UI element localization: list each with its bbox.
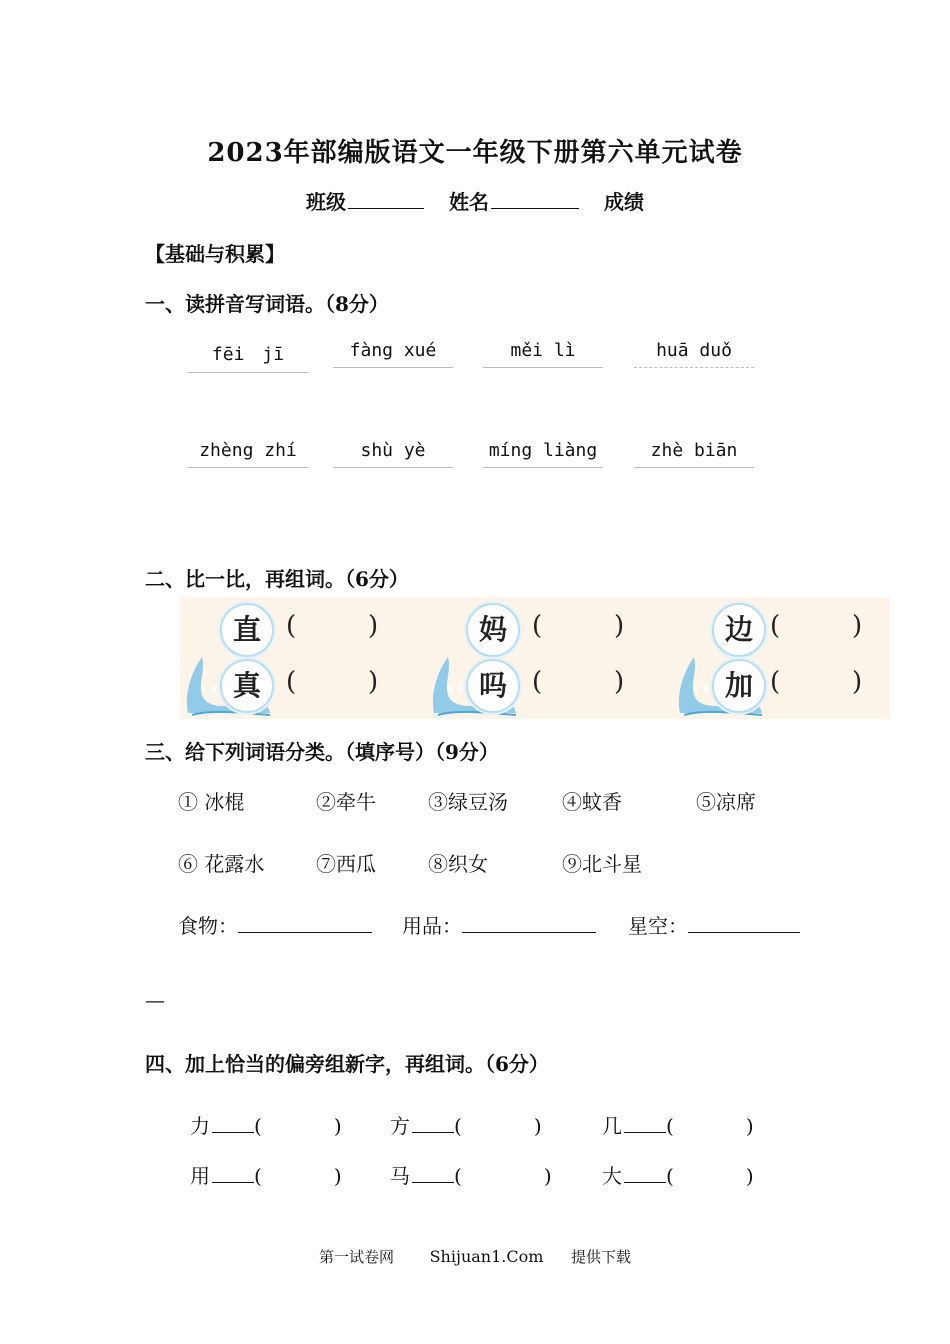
radical-blank[interactable]	[412, 1181, 454, 1183]
page-footer	[0, 1246, 950, 1267]
close-paren: )	[533, 1114, 542, 1138]
radical-char: 大	[602, 1164, 622, 1188]
radical-char: 用	[190, 1164, 210, 1188]
open-paren: (	[454, 1164, 462, 1188]
category-stars	[628, 910, 800, 939]
q3-title: 三、给下列词语分类。（填序号）（9分）	[145, 740, 499, 764]
char-circle: 直	[220, 603, 274, 657]
answer-blank[interactable]	[688, 931, 800, 933]
pinyin-cell: shù yè	[333, 440, 453, 468]
word-item: ⑧织女	[428, 852, 488, 876]
pinyin-cell: fēi jī	[188, 340, 308, 373]
answer-blank[interactable]	[238, 931, 372, 933]
open-paren: (	[666, 1114, 674, 1138]
radical-item	[190, 1160, 342, 1189]
student-info	[0, 186, 950, 215]
char-circle: 加	[712, 659, 766, 713]
section-heading: 【基础与积累】	[145, 242, 285, 266]
open-paren: (	[254, 1164, 262, 1188]
radical-blank[interactable]	[212, 1181, 254, 1183]
footer-site-url[interactable]: Shijuan1.Com	[429, 1247, 544, 1266]
close-paren: )	[745, 1164, 754, 1188]
radical-char: 方	[390, 1114, 410, 1138]
pinyin-cell: zhèng zhí	[188, 440, 308, 468]
open-paren: (	[770, 667, 781, 697]
pinyin-cell: zhè biān	[634, 440, 754, 468]
compare-pair	[180, 597, 416, 719]
close-paren: )	[543, 1164, 552, 1188]
close-paren: )	[333, 1114, 342, 1138]
open-paren: (	[286, 611, 297, 641]
radical-char: 马	[390, 1164, 410, 1188]
char-circle: 吗	[466, 659, 520, 713]
close-paren: )	[614, 611, 625, 641]
category-food	[178, 910, 372, 939]
word-item: ⑨北斗星	[562, 852, 642, 876]
radical-char: 几	[602, 1114, 622, 1138]
category-supplies	[402, 910, 596, 939]
compare-panel	[180, 597, 890, 719]
radical-blank[interactable]	[412, 1131, 454, 1133]
open-paren: (	[454, 1114, 462, 1138]
pinyin-cell: měi lì	[483, 340, 603, 368]
compare-pair	[672, 597, 908, 719]
radical-item	[602, 1110, 754, 1139]
overflow-line: —	[145, 988, 165, 1012]
radical-char: 力	[190, 1114, 210, 1138]
word-item: ⑦西瓜	[316, 852, 376, 876]
close-paren: )	[852, 611, 863, 641]
close-paren: )	[852, 667, 863, 697]
open-paren: (	[770, 611, 781, 641]
word-item: ① 冰棍	[178, 790, 245, 814]
pinyin-cell: fàng xué	[333, 340, 453, 368]
radical-blank[interactable]	[212, 1131, 254, 1133]
word-item: ⑥ 花露水	[178, 852, 265, 876]
open-paren: (	[254, 1114, 262, 1138]
close-paren: )	[368, 667, 379, 697]
open-paren: (	[532, 611, 543, 641]
close-paren: )	[614, 667, 625, 697]
class-blank[interactable]	[348, 207, 424, 209]
char-circle: 妈	[466, 603, 520, 657]
close-paren: )	[368, 611, 379, 641]
q4-title: 四、加上恰当的偏旁组新字，再组词。（6分）	[145, 1052, 549, 1076]
pinyin-cell: huā duǒ	[634, 340, 754, 368]
word-item: ③绿豆汤	[428, 790, 508, 814]
category-label: 用品：	[402, 914, 462, 938]
footer-site-name: 第一试卷网	[319, 1248, 395, 1266]
category-label: 星空：	[628, 914, 688, 938]
pinyin-cell: míng liàng	[483, 440, 603, 468]
open-paren: (	[666, 1164, 674, 1188]
word-item: ⑤凉席	[696, 790, 756, 814]
word-item: ②牵牛	[316, 790, 376, 814]
answer-blank[interactable]	[462, 931, 596, 933]
q1-title: 一、读拼音写词语。（8分）	[145, 292, 389, 316]
page-title: 2023年部编版语文一年级下册第六单元试卷	[207, 138, 743, 168]
compare-pair	[426, 597, 662, 719]
score-label: 成绩	[603, 190, 644, 214]
radical-item	[390, 1160, 552, 1189]
name-blank[interactable]	[491, 207, 579, 209]
class-label: 班级	[306, 190, 347, 214]
open-paren: (	[286, 667, 297, 697]
radical-blank[interactable]	[624, 1181, 666, 1183]
close-paren: )	[745, 1114, 754, 1138]
name-label: 姓名	[449, 190, 489, 214]
radical-blank[interactable]	[624, 1131, 666, 1133]
radical-item	[190, 1110, 342, 1139]
q2-title: 二、比一比，再组词。（6分）	[145, 567, 409, 591]
char-circle: 真	[220, 659, 274, 713]
char-circle: 边	[712, 603, 766, 657]
footer-provide-text: 提供下载	[570, 1248, 631, 1266]
open-paren: (	[532, 667, 543, 697]
radical-item	[602, 1160, 754, 1189]
radical-item	[390, 1110, 542, 1139]
close-paren: )	[333, 1164, 342, 1188]
word-item: ④蚊香	[562, 790, 622, 814]
category-label: 食物：	[178, 914, 238, 938]
